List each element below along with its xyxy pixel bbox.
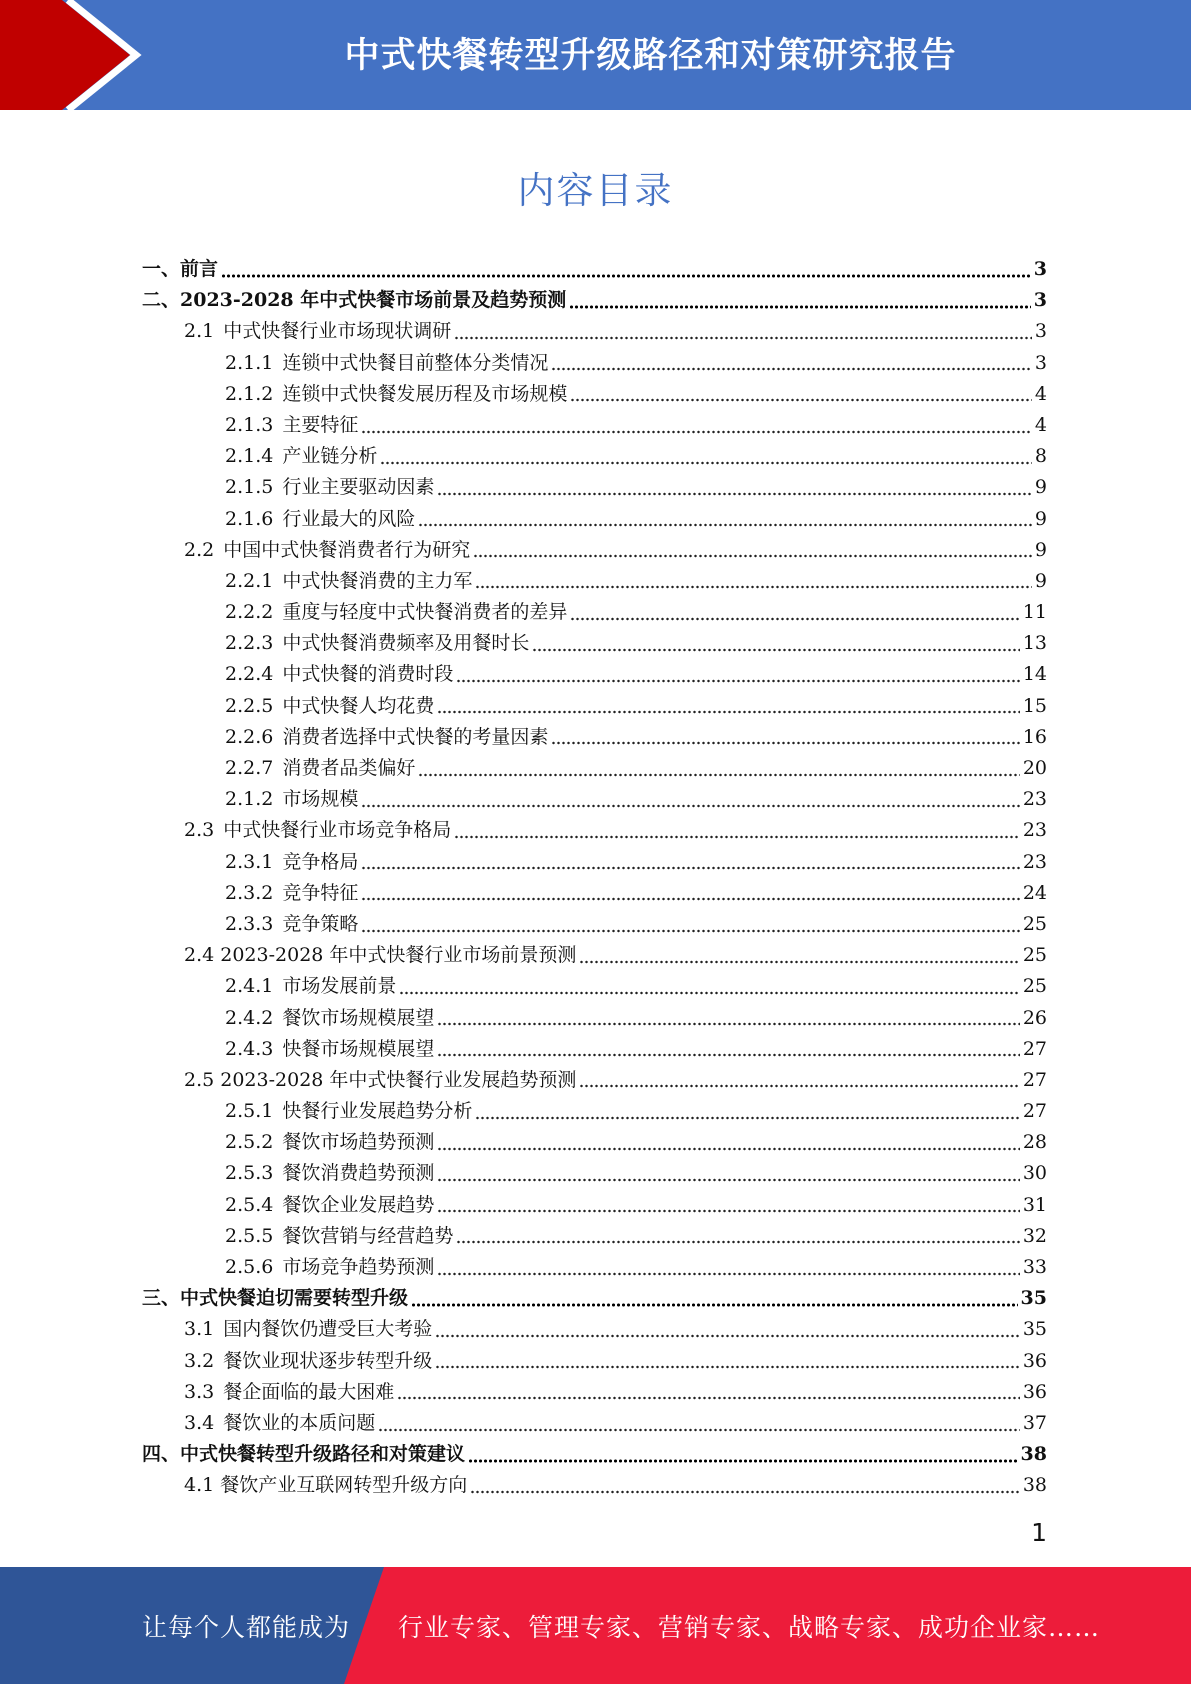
toc-entry[interactable]	[142, 566, 1047, 597]
toc-entry-page: 27	[1022, 1037, 1047, 1060]
toc-entry-page: 30	[1022, 1162, 1047, 1185]
toc-entry[interactable]	[142, 971, 1047, 1002]
toc-entry-page: 27	[1022, 1068, 1047, 1091]
toc-entry-page: 38	[1020, 1443, 1047, 1466]
toc-entry-title: 国内餐饮仍遭受巨大考验	[223, 1318, 433, 1341]
toc-entry-page: 37	[1022, 1411, 1047, 1434]
toc-entry-page: 36	[1022, 1349, 1047, 1372]
toc-entry-page: 3	[1033, 258, 1047, 280]
toc-entry-page: 33	[1022, 1256, 1047, 1278]
toc-entry-number: 2.2.1	[225, 569, 274, 592]
toc-leader-dots	[532, 648, 1019, 652]
toc-leader-dots	[570, 398, 1032, 402]
toc-entry-number: 2.2.5	[225, 694, 274, 717]
report-title: 中式快餐转型升级路径和对策研究报告	[344, 36, 957, 76]
toc-entry[interactable]	[142, 535, 1047, 566]
toc-entry[interactable]	[142, 940, 1047, 971]
toc-entry-page: 13	[1022, 632, 1047, 655]
toc-entry[interactable]	[142, 1003, 1047, 1034]
toc-entry[interactable]	[142, 722, 1047, 753]
toc-entry[interactable]	[142, 348, 1047, 379]
toc-leader-dots	[473, 554, 1032, 558]
toc-entry[interactable]	[142, 909, 1047, 940]
toc-entry-page: 35	[1022, 1318, 1047, 1341]
toc-entry[interactable]	[142, 1439, 1047, 1470]
toc-entry-title: 连锁中式快餐目前整体分类情况	[282, 351, 549, 374]
toc-entry-number: 2.3.1	[225, 850, 274, 873]
toc-entry-title: 产业链分析	[282, 445, 378, 468]
toc-leader-dots	[380, 461, 1032, 465]
toc-leader-dots	[397, 1396, 1020, 1400]
toc-entry[interactable]	[142, 1034, 1047, 1065]
toc-entry-page: 15	[1022, 694, 1047, 717]
toc-entry[interactable]	[142, 1252, 1047, 1283]
toc-leader-dots	[569, 305, 1031, 309]
toc-entry-page: 23	[1022, 819, 1047, 842]
toc-entry[interactable]	[142, 659, 1047, 690]
toc-entry[interactable]	[142, 1096, 1047, 1127]
toc-entry-title: 2.5 2023-2028 年中式快餐行业发展趋势预测	[184, 1068, 577, 1091]
red-arrow-decoration	[0, 0, 160, 110]
toc-entry-number: 3.4	[184, 1411, 215, 1434]
toc-entry-title: 餐饮市场趋势预测	[282, 1131, 435, 1154]
toc-leader-dots	[361, 897, 1019, 901]
toc-entry[interactable]	[142, 847, 1047, 878]
toc-entry[interactable]	[142, 878, 1047, 909]
toc-entry-page: 9	[1034, 538, 1047, 561]
toc-entry-title: 餐饮企业发展趋势	[282, 1193, 435, 1216]
toc-leader-dots	[456, 1240, 1019, 1244]
toc-entry-number: 2.3	[184, 819, 215, 842]
toc-entry-title: 连锁中式快餐发展历程及市场规模	[282, 382, 568, 405]
toc-leader-dots	[551, 741, 1019, 745]
toc-entry-number: 2.2.3	[225, 632, 274, 655]
toc-entry[interactable]	[142, 1470, 1047, 1501]
toc-entry-number: 2.5.5	[225, 1224, 274, 1247]
toc-entry-title: 餐饮业现状逐步转型升级	[223, 1349, 433, 1372]
toc-entry-number: 2.2.2	[225, 601, 274, 624]
toc-entry-title: 2.4 2023-2028 年中式快餐行业市场前景预测	[184, 944, 577, 967]
toc-entry-page: 9	[1034, 507, 1047, 530]
toc-entry[interactable]	[142, 472, 1047, 503]
toc-entry[interactable]	[142, 1158, 1047, 1189]
toc-entry[interactable]	[142, 1314, 1047, 1345]
toc-leader-dots	[435, 1334, 1020, 1338]
toc-entry-number: 2.1	[184, 320, 215, 343]
toc-entry[interactable]	[142, 1127, 1047, 1158]
toc-entry[interactable]	[142, 285, 1047, 316]
toc-entry-number: 2.2.7	[225, 757, 274, 779]
toc-entry-number: 2.4.3	[225, 1037, 274, 1060]
toc-leader-dots	[361, 929, 1019, 933]
toc-entry-title: 餐饮消费趋势预测	[282, 1162, 435, 1185]
toc-entry-page: 31	[1022, 1193, 1047, 1216]
toc-leader-dots	[437, 710, 1019, 714]
toc-entry[interactable]	[142, 1283, 1047, 1314]
toc-entry-number: 2.3.2	[225, 881, 274, 904]
toc-entry-page: 9	[1034, 569, 1047, 592]
page-number: 1	[1031, 1518, 1047, 1547]
toc-entry-title: 中国中式快餐消费者行为研究	[223, 538, 471, 561]
toc-entry[interactable]	[142, 1408, 1047, 1439]
toc-entry-number: 2.4.1	[225, 975, 274, 998]
toc-leader-dots	[475, 585, 1032, 589]
toc-entry-page: 36	[1022, 1380, 1047, 1403]
toc-entry-title: 四、中式快餐转型升级路径和对策建议	[142, 1443, 466, 1466]
toc-entry[interactable]	[142, 1377, 1047, 1408]
toc-entry-title: 消费者品类偏好	[282, 757, 416, 779]
toc-entry-title: 竞争格局	[282, 850, 359, 873]
toc-entry[interactable]	[142, 1190, 1047, 1221]
toc-entry-page: 25	[1022, 975, 1047, 998]
toc-leader-dots	[437, 1209, 1019, 1213]
toc-leader-dots	[418, 773, 1019, 777]
toc-entry[interactable]	[142, 1221, 1047, 1252]
toc-entry-page: 3	[1034, 351, 1047, 374]
toc-entry-title: 竞争特征	[282, 881, 359, 904]
toc-leader-dots	[570, 617, 1019, 621]
toc-entry[interactable]	[142, 691, 1047, 722]
toc-leader-dots	[551, 367, 1032, 371]
toc-leader-dots	[470, 1490, 1020, 1494]
toc-entry-number: 2.5.2	[225, 1131, 274, 1154]
toc-entry-number: 2.1.3	[225, 413, 274, 436]
toc-entry-page: 14	[1022, 663, 1047, 686]
toc-entry-title: 中式快餐行业市场竞争格局	[223, 819, 452, 842]
toc-leader-dots	[418, 523, 1032, 527]
toc-leader-dots	[361, 804, 1019, 808]
toc-leader-dots	[378, 1428, 1020, 1432]
toc-leader-dots	[468, 1459, 1018, 1463]
toc-leader-dots	[221, 274, 1031, 278]
toc-entry-title: 市场竞争趋势预测	[282, 1256, 435, 1278]
toc-entry-number: 2.1.5	[225, 476, 274, 499]
toc-entry-number: 2.2.4	[225, 663, 274, 686]
toc-entry-title: 中式快餐消费的主力军	[282, 569, 473, 592]
toc-entry-number: 2.2	[184, 538, 215, 561]
toc-entry-page: 3	[1034, 320, 1047, 343]
toc-entry-page: 8	[1034, 445, 1047, 468]
toc-entry-page: 26	[1022, 1006, 1047, 1029]
toc-entry[interactable]	[142, 1065, 1047, 1096]
toc-entry-page: 9	[1034, 476, 1047, 499]
toc-leader-dots	[454, 336, 1032, 340]
toc-entry-title: 市场发展前景	[282, 975, 397, 998]
toc-entry[interactable]	[142, 815, 1047, 846]
toc-leader-dots	[437, 1022, 1019, 1026]
toc-entry-page: 28	[1022, 1131, 1047, 1154]
toc-leader-dots	[411, 1303, 1018, 1307]
toc-entry-page: 20	[1022, 757, 1047, 779]
toc-entry-page: 23	[1022, 850, 1047, 873]
toc-entry[interactable]	[142, 379, 1047, 410]
toc-entry-title: 市场规模	[282, 788, 359, 811]
table-of-contents	[142, 254, 1047, 1502]
toc-leader-dots	[435, 1365, 1020, 1369]
toc-entry[interactable]	[142, 784, 1047, 815]
toc-entry-title: 一、前言	[142, 258, 219, 280]
toc-entry-title: 餐企面临的最大困难	[223, 1380, 395, 1403]
toc-entry-page: 25	[1022, 912, 1047, 935]
toc-entry[interactable]	[142, 441, 1047, 472]
toc-entry-page: 3	[1033, 289, 1047, 312]
toc-entry-title: 中式快餐人均花费	[282, 694, 435, 717]
toc-entry[interactable]	[142, 628, 1047, 659]
toc-entry-page: 11	[1022, 601, 1047, 624]
toc-entry[interactable]	[142, 410, 1047, 441]
toc-leader-dots	[361, 430, 1032, 434]
toc-leader-dots	[579, 1084, 1019, 1088]
toc-entry-number: 2.5.1	[225, 1100, 274, 1123]
toc-entry-title: 4.1 餐饮产业互联网转型升级方向	[184, 1474, 468, 1497]
toc-entry-title: 重度与轻度中式快餐消费者的差异	[282, 601, 568, 624]
toc-entry-page: 25	[1022, 944, 1047, 967]
toc-entry[interactable]	[142, 1346, 1047, 1377]
toc-leader-dots	[475, 1116, 1019, 1120]
toc-leader-dots	[437, 1053, 1019, 1057]
toc-entry-number: 2.5.4	[225, 1193, 274, 1216]
toc-entry-page: 4	[1034, 382, 1047, 405]
toc-leader-dots	[437, 492, 1032, 496]
footer-slogan-left: 让每个人都能成为	[142, 1612, 351, 1642]
toc-entry-number: 2.1.2	[225, 382, 274, 405]
toc-entry[interactable]	[142, 254, 1047, 285]
toc-entry-number: 2.4.2	[225, 1006, 274, 1029]
toc-entry-title: 行业最大的风险	[282, 507, 416, 530]
toc-entry[interactable]	[142, 597, 1047, 628]
report-header-banner	[0, 0, 1191, 110]
toc-entry-title: 三、中式快餐迫切需要转型升级	[142, 1287, 409, 1310]
toc-entry-page: 35	[1020, 1287, 1047, 1310]
toc-entry-title: 餐饮市场规模展望	[282, 1006, 435, 1029]
toc-leader-dots	[579, 960, 1019, 964]
toc-entry[interactable]	[142, 753, 1047, 784]
toc-leader-dots	[437, 1178, 1019, 1182]
toc-entry-page: 38	[1022, 1474, 1047, 1497]
toc-leader-dots	[437, 1272, 1019, 1276]
toc-entry-title: 中式快餐消费频率及用餐时长	[282, 632, 530, 655]
toc-entry-title: 快餐行业发展趋势分析	[282, 1100, 473, 1123]
toc-entry[interactable]	[142, 504, 1047, 535]
toc-entry-number: 2.1.6	[225, 507, 274, 530]
toc-entry-number: 2.3.3	[225, 912, 274, 935]
toc-entry-title: 竞争策略	[282, 912, 359, 935]
toc-leader-dots	[361, 866, 1019, 870]
toc-entry-number: 2.1.2	[225, 788, 274, 811]
toc-entry-number: 3.2	[184, 1349, 215, 1372]
toc-entry-page: 24	[1022, 881, 1047, 904]
toc-heading: 内容目录	[517, 169, 674, 212]
toc-leader-dots	[454, 835, 1020, 839]
toc-leader-dots	[399, 991, 1019, 995]
toc-entry-number: 3.3	[184, 1380, 215, 1403]
toc-leader-dots	[456, 679, 1019, 683]
toc-entry-title: 中式快餐行业市场现状调研	[223, 320, 452, 343]
toc-entry-number: 2.5.6	[225, 1256, 274, 1278]
toc-entry-title: 主要特征	[282, 413, 359, 436]
toc-entry-number: 2.1.1	[225, 351, 274, 374]
toc-entry-number: 2.5.3	[225, 1162, 274, 1185]
toc-entry-page: 27	[1022, 1100, 1047, 1123]
toc-entry-title: 餐饮营销与经营趋势	[282, 1224, 454, 1247]
toc-entry[interactable]	[142, 316, 1047, 347]
toc-entry-number: 3.1	[184, 1318, 215, 1341]
toc-entry-number: 2.2.6	[225, 725, 274, 748]
footer-banner	[0, 1567, 1191, 1684]
toc-entry-page: 23	[1022, 788, 1047, 811]
toc-entry-title: 餐饮业的本质问题	[223, 1411, 376, 1434]
toc-entry-page: 16	[1022, 725, 1047, 748]
toc-entry-title: 中式快餐的消费时段	[282, 663, 454, 686]
toc-entry-title: 快餐市场规模展望	[282, 1037, 435, 1060]
toc-entry-number: 2.1.4	[225, 445, 274, 468]
toc-entry-title: 行业主要驱动因素	[282, 476, 435, 499]
toc-entry-page: 32	[1022, 1224, 1047, 1247]
toc-leader-dots	[437, 1147, 1019, 1151]
toc-entry-title: 二、2023-2028 年中式快餐市场前景及趋势预测	[142, 289, 567, 312]
footer-slogan-right: 行业专家、管理专家、营销专家、战略专家、成功企业家……	[398, 1612, 1101, 1642]
toc-entry-title: 消费者选择中式快餐的考量因素	[282, 725, 549, 748]
toc-entry-page: 4	[1034, 413, 1047, 436]
